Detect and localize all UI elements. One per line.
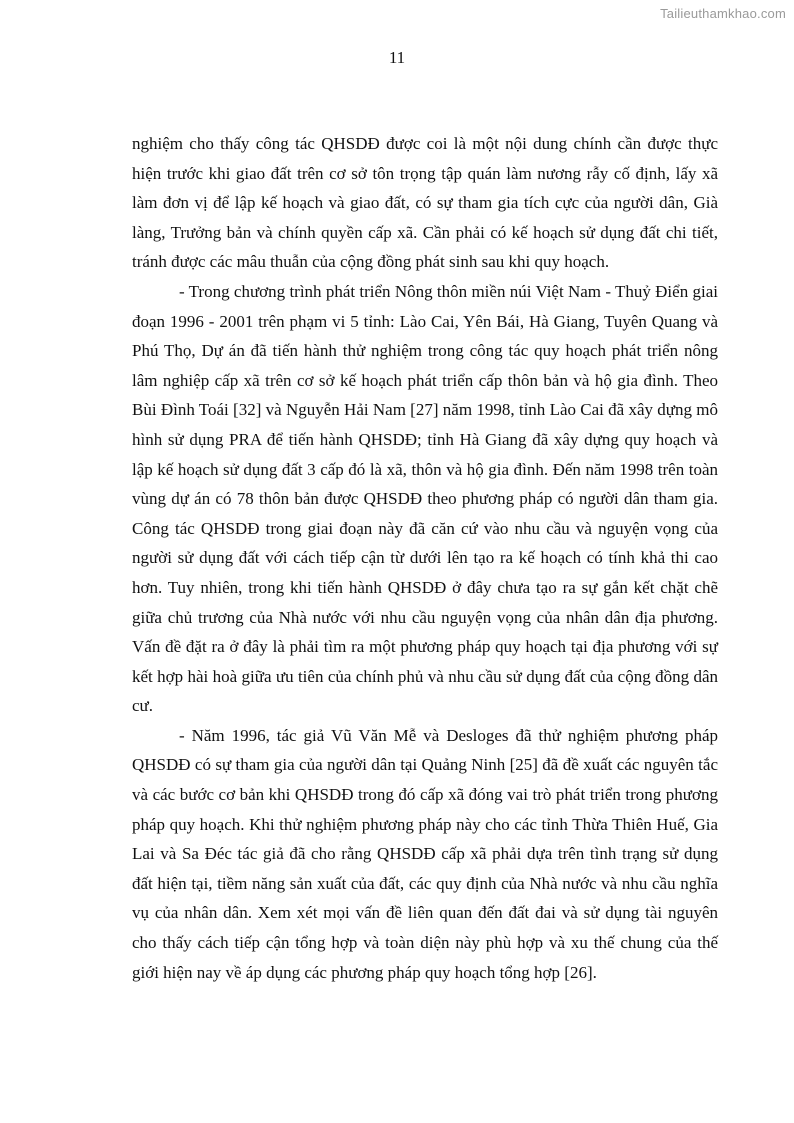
watermark: Tailieuthamkhao.com (660, 6, 786, 21)
document-body (132, 129, 718, 987)
page-number: 11 (388, 48, 406, 67)
paragraph-continuation: nghiệm cho thấy công tác QHSDĐ được coi là một nội dung chính cần được thực hiện trước khi giao đất trên cơ sở tôn trọng tập quán làm nương rẫy cố định, lấy xã làm đơn vị để lập kế hoạch và giao đất, có sự tham gia tích cực của người dân, Già làng, Trưởng bản và chính quyền cấp xã. Cần phải có kế hoạch sử dụng đất chi tiết, tránh được các mâu thuẫn của cộng đồng phát sinh sau khi quy hoạch. (132, 134, 718, 272)
paragraph-vu-van-me-desloges: - Năm 1996, tác giả Vũ Văn Mễ và Desloges đã thử nghiệm phương pháp QHSDĐ có sự tham gia của người dân tại Quảng Ninh [25] đã đề xuất các nguyên tắc và các bước cơ bản khi QHSDĐ trong đó cấp xã đóng vai trò phát triển trong phương pháp quy hoạch. Khi thử nghiệm phương pháp này cho các tỉnh Thừa Thiên Huế, Gia Lai và Sa Đéc tác giả đã cho rằng QHSDĐ cấp xã phải dựa trên tình trạng sử dụng đất hiện tại, tiềm năng sản xuất của đất, các quy định của Nhà nước và nhu cầu nghĩa vụ của nhân dân. Xem xét mọi vấn đề liên quan đến đất đai và sử dụng tài nguyên cho thấy cách tiếp cận tổng hợp và toàn diện này phù hợp và xu thế chung của thế giới hiện nay về áp dụng các phương pháp quy hoạch tổng hợp [26]. (132, 725, 718, 982)
paragraph-vietnam-sweden-program: - Trong chương trình phát triển Nông thôn miền núi Việt Nam - Thuỷ Điển giai đoạn 1996 - 2001 trên phạm vi 5 tỉnh: Lào Cai, Yên Bái, Hà Giang, Tuyên Quang và Phú Thọ, Dự án đã tiến hành thử nghiệm trong công tác quy hoạch phát triển nông lâm nghiệp cấp xã trên cơ sở kế hoạch phát triển cấp thôn bản và hộ gia đình. Theo Bùi Đình Toái [32] và Nguyễn Hải Nam [27] năm 1998, tỉnh Lào Cai đã xây dựng mô hình sử dụng PRA để tiến hành QHSDĐ; tỉnh Hà Giang đã xây dựng quy hoạch và lập kế hoạch sử dụng đất 3 cấp đó là xã, thôn và hộ gia đình. Đến năm 1998 trên toàn vùng dự án có 78 thôn bản được QHSDĐ theo phương pháp có người dân tham gia. Công tác QHSDĐ trong giai đoạn này đã căn cứ vào nhu cầu và nguyện vọng của người sử dụng đất với cách tiếp cận từ dưới lên tạo ra kế hoạch có tính khả thi cao hơn. Tuy nhiên, trong khi tiến hành QHSDĐ ở đây chưa tạo ra sự gắn kết chặt chẽ giữa chủ trương của Nhà nước với nhu cầu nguyện vọng của nhân dân địa phương. Vấn đề đặt ra ở đây là phải tìm ra một phương pháp quy hoạch tại địa phương với sự kết hợp hài hoà giữa ưu tiên của chính phủ và nhu cầu sử dụng đất của cộng đồng dân cư. (132, 281, 718, 716)
